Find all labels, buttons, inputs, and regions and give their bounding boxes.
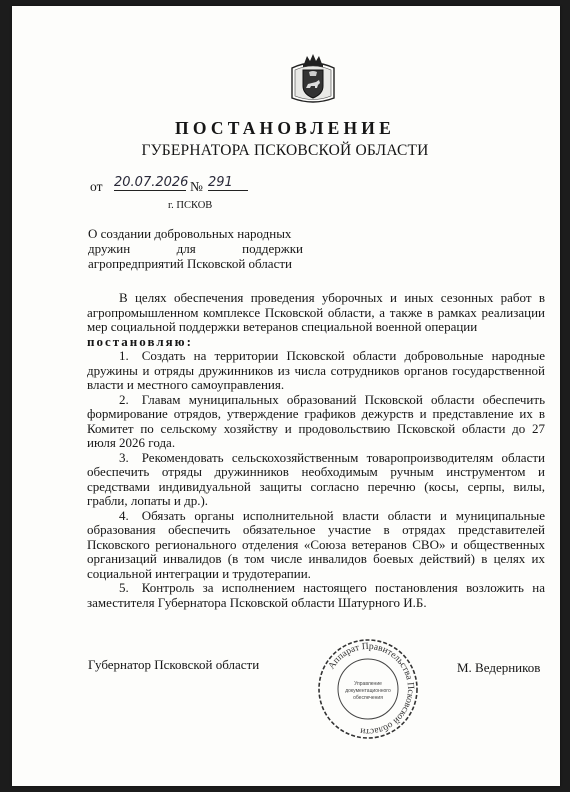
document-number: 291 — [208, 175, 248, 191]
date-number-line — [90, 175, 233, 195]
seal-inner-line: Управление — [354, 681, 382, 687]
subject-line: дружин для поддержки — [88, 241, 303, 256]
seal-inner-line: документационного — [345, 688, 391, 694]
document-city: г. ПСКОВ — [168, 200, 213, 211]
seal-inner-line: обеспечения — [353, 695, 383, 701]
signatory-name: М. Ведерников — [457, 660, 541, 675]
intro-paragraph — [87, 291, 545, 335]
document-subject — [88, 226, 303, 271]
document-title: ПОСТАНОВЛЕНИЕ — [175, 118, 395, 138]
seal-ring-text: Аппарат Правительства Псковской области — [327, 641, 416, 737]
number-label: № — [190, 179, 203, 194]
item-2: 2. Главам муниципальных образований Псковской области обеспечить формирование отрядов, утверждение графиков дежурств и представление их в Комитет по сельскому хозяйству и продовольствию Псковской области до 27 июля 2026 года. — [87, 391, 545, 450]
subject-line: О создании добровольных народных — [88, 226, 292, 241]
intro-text: В целях обеспечения проведения уборочных и иных сезонных работ в агропромышленном комплексе Псковской области, а также в рамках реализации мер социальной поддержки ветеранов специальной военной операции — [87, 290, 545, 334]
document-subtitle: ГУБЕРНАТОРА ПСКОВСКОЙ ОБЛАСТИ — [141, 142, 429, 159]
item-3: 3. Рекомендовать сельскохозяйственным товаропроизводителям области обеспечить отряды дружинников необходимым ручным инструментом и средствами индивидуальной защиты согласно перечню (косы, серпы, вилы, грабли, лопаты и др.). — [87, 449, 545, 508]
official-seal-icon — [316, 637, 420, 741]
resolve-word: постановляю: — [87, 333, 193, 349]
item-4: 4. Обязать органы исполнительной власти области и муниципальные образования обеспечить обязательное участие в отрядах представителей Псковского регионального отделения «Союза ветеранов СВО» и общественных организаций инвалидов (в том числе инвалидов боевых действий) в целях их социальной интеграции и трудотерапии. — [87, 507, 545, 581]
date-prefix: от — [90, 179, 103, 194]
signatory-position: Губернатор Псковской области — [88, 657, 260, 672]
coat-of-arms-icon — [288, 52, 338, 106]
item-5: 5. Контроль за исполнением настоящего постановления возложить на заместителя Губернатора Псковской области Шатурного И.Б. — [87, 580, 545, 610]
item-1: 1. Создать на территории Псковской области добровольные народные дружины и отряды дружинников из числа сотрудников органов государственной власти и местного самоуправления. — [87, 348, 545, 392]
document-body — [87, 291, 545, 610]
subject-line: агропредприятий Псковской области — [88, 256, 292, 271]
document-date: 20.07.2026 — [114, 175, 189, 190]
